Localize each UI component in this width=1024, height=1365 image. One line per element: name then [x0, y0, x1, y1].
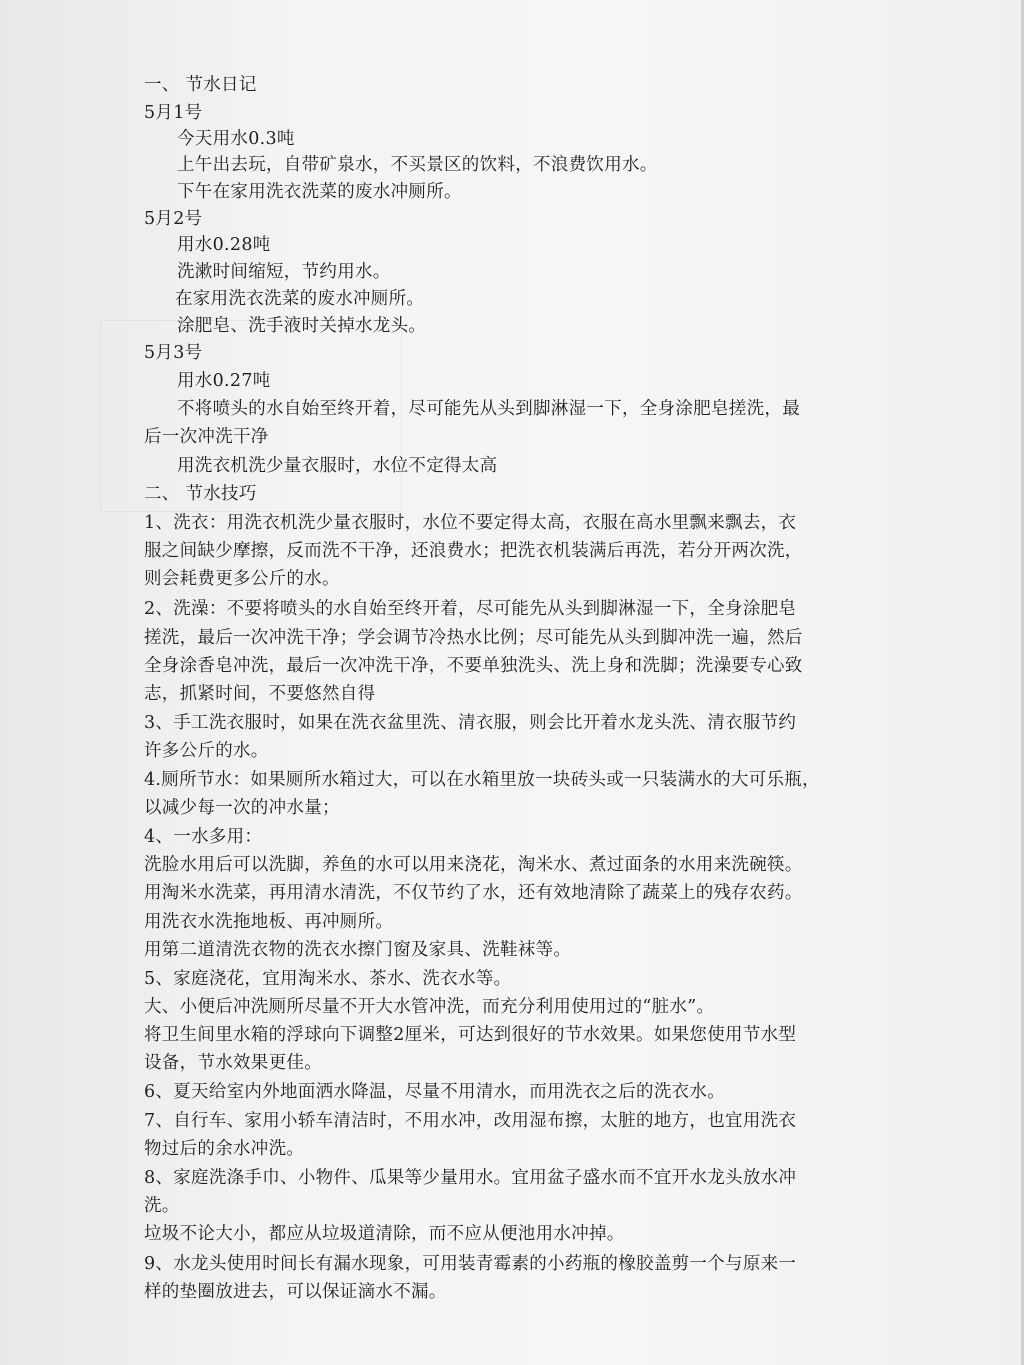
text-line: 今天用水0.3吨	[177, 129, 295, 149]
text-line: 下午在家用洗衣洗菜的废水冲厕所。	[177, 182, 462, 202]
text-line: 用第二道清洗衣物的洗衣水擦门窗及家具、洗鞋袜等。	[144, 940, 572, 960]
text-line: 4、一水多用：	[144, 827, 263, 847]
text-line: 5月3号	[144, 343, 203, 363]
text-line: 3、手工洗衣服时，如果在洗衣盆里洗、清衣服，则会比开着水龙头洗、清衣服节约	[144, 713, 797, 733]
text-line: 将卫生间里水箱的浮球向下调整2厘米，可达到很好的节水效果。如果您使用节水型	[144, 1025, 797, 1045]
text-line: 5、家庭浇花，宜用淘米水、茶水、洗衣水等。	[144, 969, 512, 989]
text-line: 以减少每一次的冲水量；	[144, 798, 340, 818]
text-line: 7、自行车、家用小轿车清洁时，不用水冲，改用湿布擦，太脏的地方，也宜用洗衣	[144, 1111, 797, 1131]
text-line: 5月2号	[144, 209, 203, 229]
text-line: 洗。	[144, 1196, 180, 1216]
text-line: 许多公斤的水。	[144, 741, 269, 761]
text-line: 设备，节水效果更佳。	[144, 1053, 322, 1073]
text-line: 用洗衣机洗少量衣服时，水位不定得太高	[177, 456, 498, 476]
text-line: 用洗衣水洗拖地板、再冲厕所。	[144, 912, 394, 932]
text-line: 上午出去玩，自带矿泉水，不买景区的饮料，不浪费饮用水。	[177, 155, 658, 175]
text-line: 8、家庭洗涤手巾、小物件、瓜果等少量用水。宜用盆子盛水而不宜开水龙头放水冲	[144, 1168, 797, 1188]
text-line: 洗漱时间缩短，节约用水。	[177, 262, 391, 282]
text-line: 4.厕所节水：如果厕所水箱过大，可以在水箱里放一块砖头或一只装满水的大可乐瓶，	[144, 770, 820, 790]
text-line: 在家用洗衣洗菜的废水冲厕所。	[175, 289, 425, 309]
text-line: 2、洗澡：不要将喷头的水自始至终开着，尽可能先从头到脚淋湿一下，全身涂肥皂	[144, 599, 797, 619]
text-line: 物过后的余水冲洗。	[144, 1139, 305, 1159]
text-line: 用淘米水洗菜，再用清水清洗，不仅节约了水，还有效地清除了蔬菜上的残存农药。	[144, 883, 803, 903]
text-line: 用水0.27吨	[177, 371, 271, 391]
text-line: 二、 节水技巧	[144, 484, 257, 504]
text-line: 不将喷头的水自始至终开着，尽可能先从头到脚淋湿一下，全身涂肥皂搓洗，最	[177, 399, 800, 419]
text-line: 9、水龙头使用时间长有漏水现象，可用装青霉素的小药瓶的橡胶盖剪一个与原来一	[144, 1254, 797, 1274]
text-line: 志，抓紧时间，不要悠然自得	[144, 684, 376, 704]
text-line: 样的垫圈放进去，可以保证滴水不漏。	[144, 1282, 447, 1302]
text-line: 则会耗费更多公斤的水。	[144, 569, 340, 589]
text-line: 6、夏天给室内外地面洒水降温，尽量不用清水，而用洗衣之后的洗衣水。	[144, 1082, 726, 1102]
text-line: 5月1号	[144, 103, 203, 123]
text-line: 涂肥皂、洗手液时关掉水龙头。	[177, 316, 427, 336]
text-line: 大、小便后冲洗厕所尽量不开大水管冲洗，而充分利用使用过的“脏水”。	[144, 997, 715, 1017]
text-line: 垃圾不论大小，都应从垃圾道清除，而不应从便池用水冲掉。	[144, 1224, 625, 1244]
text-line: 搓洗，最后一次冲洗干净；学会调节冷热水比例；尽可能先从头到脚冲洗一遍，然后	[144, 628, 803, 648]
text-line: 洗脸水用后可以洗脚，养鱼的水可以用来浇花，淘米水、煮过面条的水用来洗碗筷。	[144, 855, 803, 875]
text-line: 用水0.28吨	[177, 235, 271, 255]
text-line: 一、 节水日记	[144, 75, 257, 95]
text-line: 服之间缺少摩擦，反而洗不干净，还浪费水；把洗衣机装满后再洗，若分开两次洗，	[144, 541, 803, 561]
text-line: 1、洗衣：用洗衣机洗少量衣服时，水位不要定得太高，衣服在高水里飘来飘去，衣	[144, 513, 797, 533]
text-line: 全身涂香皂冲洗，最后一次冲洗干净，不要单独洗头、洗上身和洗脚；洗澡要专心致	[144, 656, 803, 676]
text-line: 后一次冲洗干净	[144, 427, 269, 447]
